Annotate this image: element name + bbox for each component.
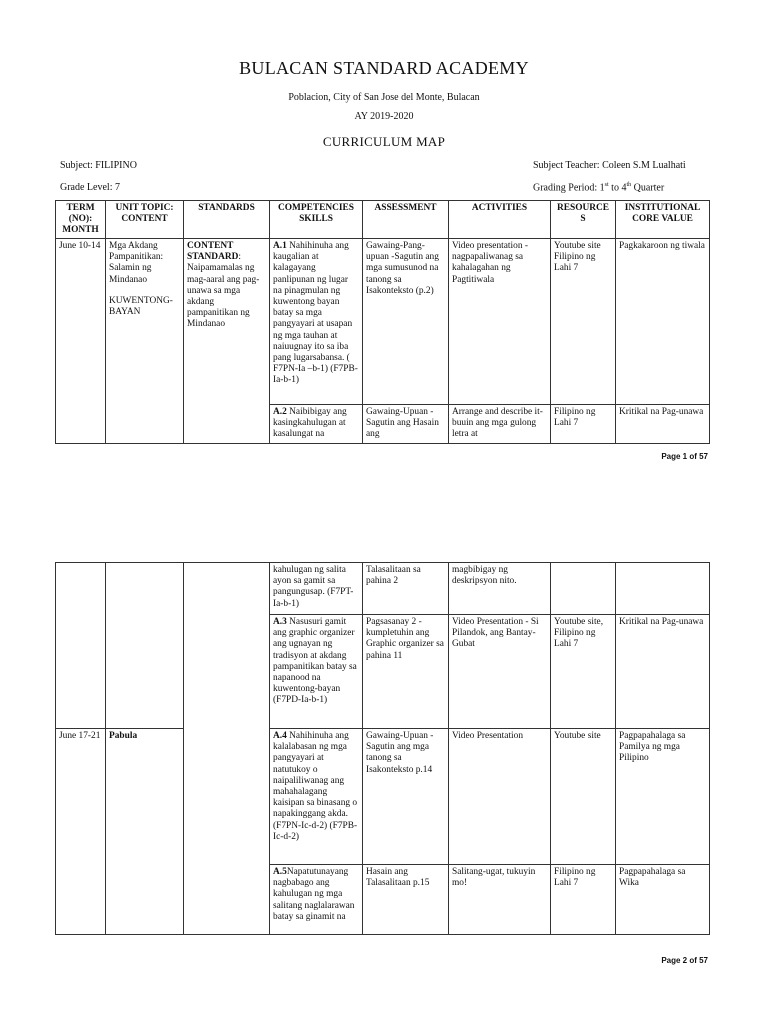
activity-a1: Video presentation -nagpapaliwanag sa kahalagahan ng Pagtitiwala [449, 239, 551, 405]
unit-cell: Mga Akdang Pampanitikan: Salamin ng Mindanao KUWENTONG-BAYAN [106, 239, 184, 444]
activity-a4: Video Presentation [449, 729, 551, 865]
document-title: CURRICULUM MAP [322, 134, 446, 149]
col-assessment: ASSESSMENT [363, 201, 449, 239]
table-row [56, 563, 710, 615]
resource-a4: Youtube site [551, 729, 616, 865]
competency-a1: A.1 Nahihinuha ang kaugalian at kalagayang panlipunan ng lugar na pinagmulan ng kuwentong bayan batay sa mga pangyayari at usapan ng mga tauhan at naiuugnay ito sa iba pang lugarsabansa. ( F7PN-Ia –b-1) (F7PB-Ia-b-1) [270, 239, 363, 405]
school-name: BULACAN STANDARD ACADEMY [239, 58, 529, 78]
standard-cell [184, 563, 270, 935]
subject-teacher: Subject Teacher: Coleen S.M Lualhati [533, 160, 686, 171]
resource-a1: Youtube site Filipino ng Lahi 7 [551, 239, 616, 405]
curriculum-table-page-1 [55, 200, 710, 444]
activity-a5: Salitang-ugat, tukuyin mo! [449, 865, 551, 935]
table-row [56, 239, 710, 405]
page-1 [0, 0, 768, 472]
grading-period: Grading Period: 1st to 4th Quarter [533, 182, 665, 194]
term-cell [56, 563, 106, 729]
core-value-a1: Pagkakaroon ng tiwala [616, 239, 710, 405]
competency-a3: A.3 Nasusuri gamit ang graphic organizer ang ugnayan ng tradisyon at akdang pampanitikan batay sa napanood na kuwentong-bayan (F7PD-Ia-b-1) [270, 615, 363, 729]
page-number: Page 1 of 57 [661, 452, 708, 461]
unit-cell [106, 563, 184, 729]
core-value-a4: Pagpapahalaga sa Pamilya ng mga Pilipino [616, 729, 710, 865]
col-core-value: INSTITUTIONAL CORE VALUE [616, 201, 710, 239]
col-resources: RESOURCE S [551, 201, 616, 239]
assessment-continued: Talasalitaan sa pahina 2 [363, 563, 449, 615]
grade-level: Grade Level: 7 [60, 182, 120, 193]
activity-continued: magbibigay ng deskripsyon nito. [449, 563, 551, 615]
page-number: Page 2 of 57 [661, 956, 708, 965]
core-value-continued [616, 563, 710, 615]
curriculum-table-page-2 [55, 562, 710, 935]
col-standards: STANDARDS [184, 201, 270, 239]
assessment-a5: Hasain ang Talasalitaan p.15 [363, 865, 449, 935]
resource-continued [551, 563, 616, 615]
competency-a5: A.5Napatutunayang nagbabago ang kahulugan ng mga salitang naglalarawan batay sa ginamit na [270, 865, 363, 935]
school-address: Poblacion, City of San Jose del Monte, Bulacan [288, 92, 480, 103]
col-competencies: COMPETENCIES SKILLS [270, 201, 363, 239]
assessment-a3: Pagsasanay 2 -kumpletuhin ang Graphic organizer sa pahina 11 [363, 615, 449, 729]
table-row [56, 729, 710, 865]
subject-label: Subject: FILIPINO [60, 160, 137, 171]
col-activities: ACTIVITIES [449, 201, 551, 239]
assessment-a2: Gawaing-Upuan - Sagutin ang Hasain ang [363, 405, 449, 444]
term-cell: June 10-14 [56, 239, 106, 444]
activity-a2: Arrange and describe it-buuin ang mga gulong letra at [449, 405, 551, 444]
academic-year: AY 2019-2020 [354, 111, 414, 122]
resource-a3: Youtube site, Filipino ng Lahi 7 [551, 615, 616, 729]
term-cell-2: June 17-21 [56, 729, 106, 935]
col-term: TERM (NO): MONTH [56, 201, 106, 239]
assessment-a1: Gawaing-Pang-upuan -Sagutin ang mga sumusunod na tanong sa Isakonteksto (p.2) [363, 239, 449, 405]
unit-cell-2: Pabula [106, 729, 184, 935]
core-value-a2: Kritikal na Pag-unawa [616, 405, 710, 444]
col-unit-topic: UNIT TOPIC: CONTENT [106, 201, 184, 239]
competency-a2: A.2 Naibibigay ang kasingkahulugan at kasalungat na [270, 405, 363, 444]
competency-continued: kahulugan ng salita ayon sa gamit sa pangungusap. (F7PT-Ia-b-1) [270, 563, 363, 615]
resource-a2: Filipino ng Lahi 7 [551, 405, 616, 444]
core-value-a5: Pagpapahalaga sa Wika [616, 865, 710, 935]
resource-a5: Filipino ng Lahi 7 [551, 865, 616, 935]
competency-a4: A.4 Nahihinuha ang kalalabasan ng mga pangyayari at natutukoy o naipaliliwanag ang mahahalagang kaisipan sa binasang o napakinggang akda. (F7PN-Ic-d-2) (F7PB-Ic-d-2) [270, 729, 363, 865]
page-gap [0, 472, 768, 546]
assessment-a4: Gawaing-Upuan - Sagutin ang mga tanong sa Isakonteksto p.14 [363, 729, 449, 865]
activity-a3: Video Presentation - Si Pilandok, ang Bantay- Gubat [449, 615, 551, 729]
core-value-a3: Kritikal na Pag-unawa [616, 615, 710, 729]
standard-cell: CONTENT STANDARD: Naipamamalas ng mag-aaral ang pag-unawa sa mga akdang pampanitikan ng Mindanao [184, 239, 270, 444]
